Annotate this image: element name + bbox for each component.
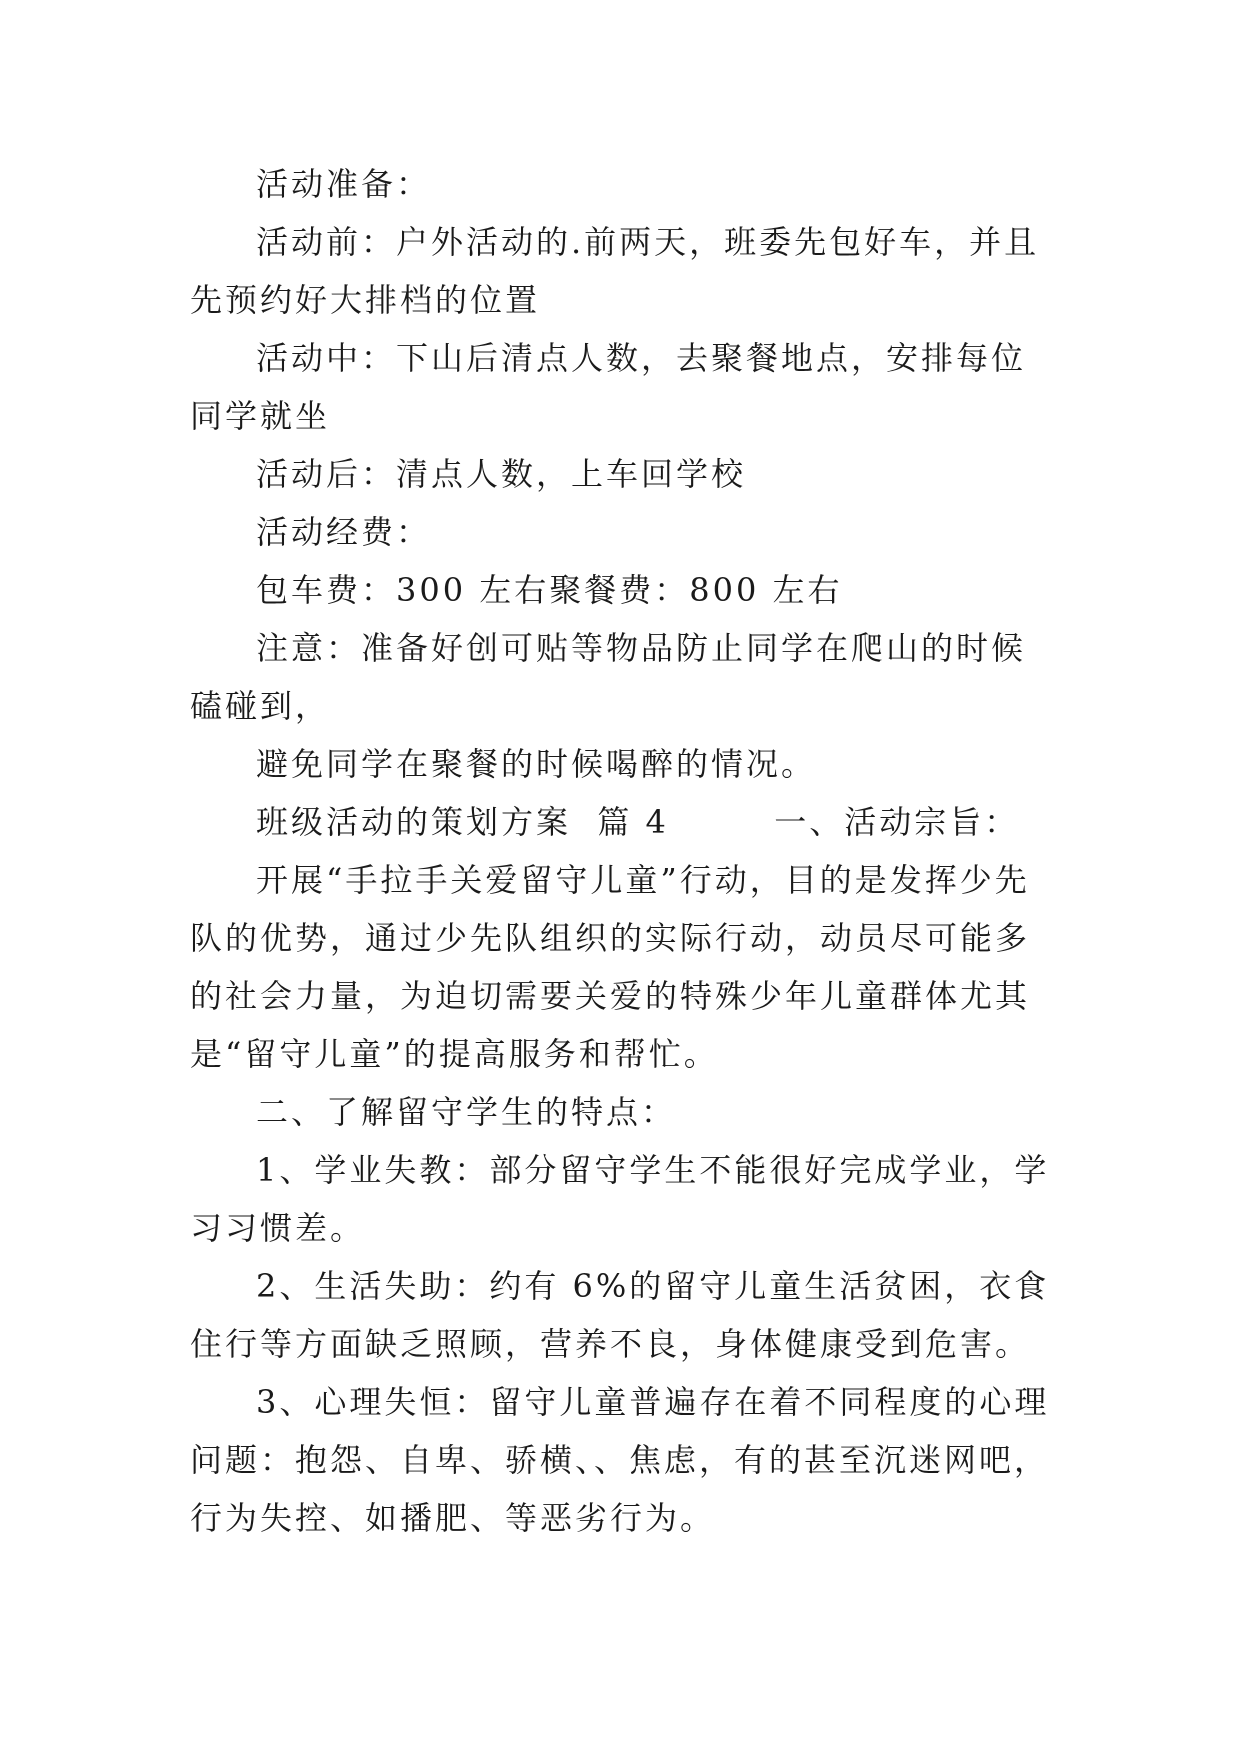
- paragraph-section-title: 班级活动的策划方案 篇 4 一、活动宗旨：: [256, 803, 1020, 841]
- paragraph-feature-2: 2、生活失助：约有 6%的留守儿童生活贫困，衣食住行等方面缺乏照顾，营养不良，身体健康受到危害。: [190, 1267, 1050, 1363]
- paragraph-feature-3: 3、心理失恒：留守儿童普遍存在着不同程度的心理问题：抱怨、自卑、骄横、、焦虑，有的甚至沉迷网吧，行为失控、如播肥、等恶劣行为。: [190, 1383, 1050, 1537]
- paragraph-after-activity: 活动后：清点人数，上车回学校: [256, 455, 747, 493]
- paragraph-notice: 注意：准备好创可贴等物品防止同学在爬山的时候磕碰到，: [190, 629, 1027, 725]
- paragraph-purpose: 开展“手拉手关爱留守儿童”行动，目的是发挥少先队的优势，通过少先队组织的实际行动，动员尽可能多的社会力量，为迫切需要关爱的特殊少年儿童群体尤其是“留守儿童”的提高服务和帮忙。: [190, 861, 1031, 1073]
- paragraph-budget-details: 包车费：300 左右聚餐费：800 左右: [256, 571, 843, 609]
- paragraph-feature-1: 1、学业失教：部分留守学生不能很好完成学业，学习习惯差。: [190, 1151, 1050, 1247]
- paragraph-during-activity: 活动中：下山后清点人数，去聚餐地点，安排每位同学就坐: [190, 339, 1027, 435]
- paragraph-before-activity: 活动前：户外活动的.前两天，班委先包好车，并且先预约好大排档的位置: [190, 223, 1040, 319]
- paragraph-budget-heading: 活动经费：: [256, 513, 432, 551]
- document-body: [190, 155, 1050, 1547]
- paragraph-preparation-heading: 活动准备：: [256, 165, 432, 203]
- paragraph-notice-continued: 避免同学在聚餐的时候喝醉的情况。: [256, 745, 817, 783]
- paragraph-features-heading: 二、了解留守学生的特点：: [256, 1093, 677, 1131]
